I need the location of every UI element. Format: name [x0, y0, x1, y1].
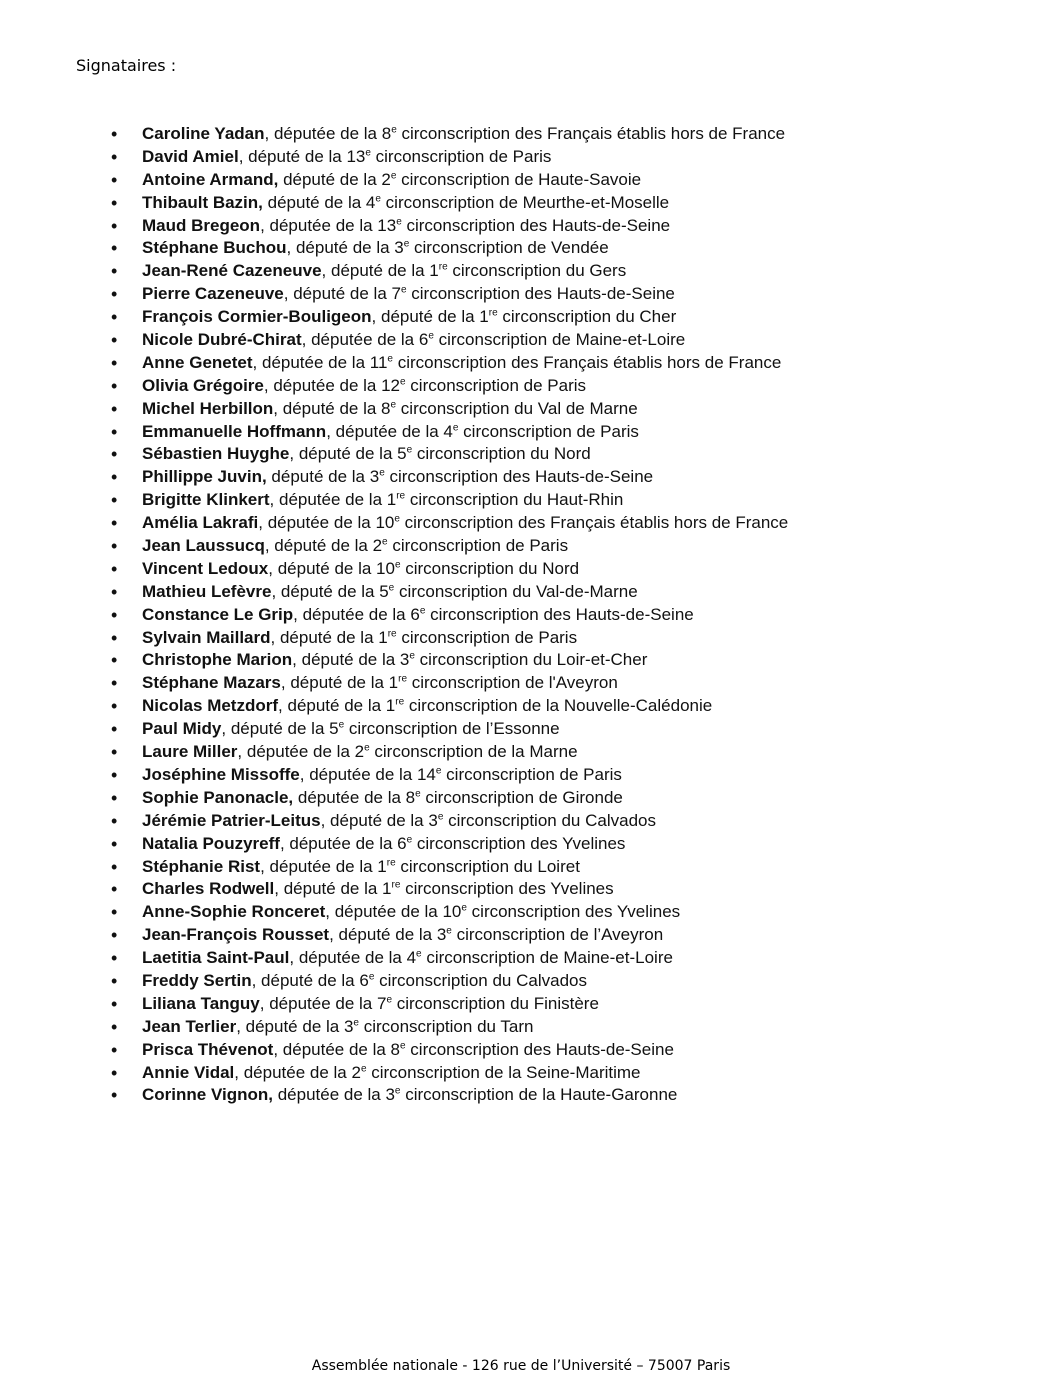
ordinal-suffix: re: [488, 307, 498, 319]
ordinal-suffix: e: [360, 1062, 367, 1074]
ordinal-suffix: re: [387, 627, 397, 639]
constituency-text: circonscription de l’Aveyron: [451, 925, 664, 945]
ordinal-suffix: e: [435, 765, 442, 777]
name-separator: ,: [264, 124, 274, 143]
mandate-text: députée de la 11: [261, 352, 388, 372]
name-separator: ,: [270, 627, 280, 647]
bullet-icon: •: [111, 787, 118, 808]
ordinal-suffix: e: [409, 650, 415, 662]
name-separator: ,: [271, 581, 281, 601]
mandate-text: députée de la 7: [269, 993, 387, 1013]
list-item: [111, 924, 1011, 947]
bullet-icon: •: [111, 398, 118, 419]
mandate-text: député de la 13: [248, 146, 366, 166]
constituency-text: circonscription du Haut-Rhin: [405, 490, 624, 510]
ordinal-suffix: e: [416, 948, 422, 960]
mandate-text: député de la 2: [274, 536, 383, 556]
signatory-name: Charles Rodwell: [142, 879, 275, 899]
list-item: [111, 787, 1011, 810]
name-separator: ,: [326, 421, 336, 441]
bullet-icon: •: [111, 352, 118, 373]
mandate-text: député de la 6: [261, 970, 369, 990]
mandate-text: député de la 1: [287, 696, 396, 716]
mandate-text: députée de la 2: [246, 742, 365, 762]
bullet-icon: •: [111, 467, 118, 488]
name-separator: ,: [238, 146, 249, 166]
constituency-text: circonscription du Calvados: [443, 810, 656, 830]
signatory-name: Maud Bregeon: [142, 215, 261, 235]
signatory-name: Vincent Ledoux: [142, 558, 269, 578]
signatory-name: Laetitia Saint-Paul: [142, 948, 290, 968]
signatory-name: Liliana Tanguy: [142, 993, 260, 1013]
signatory-name: Jérémie Patrier-Leitus: [142, 810, 321, 830]
constituency-text: circonscription de la Nouvelle-Calédonie: [404, 696, 713, 716]
name-separator: ,: [292, 650, 302, 670]
list-item: [111, 1062, 1011, 1085]
name-separator: ,: [278, 696, 288, 716]
bullet-icon: •: [111, 581, 118, 602]
bullet-icon: •: [111, 146, 118, 167]
list-item: [111, 604, 1011, 627]
name-separator: ,: [252, 352, 262, 372]
signatory-name: Michel Herbillon: [142, 398, 274, 418]
signatory-name: Stéphane Buchou: [142, 238, 287, 258]
list-item: [111, 306, 1011, 329]
list-item: [111, 375, 1011, 398]
ordinal-suffix: e: [400, 1039, 406, 1051]
signatory-name: Olivia Grégoire: [142, 375, 264, 395]
mandate-text: député de la 1: [283, 879, 392, 899]
mandate-text: députée de la 4: [335, 421, 453, 441]
ordinal-suffix: re: [395, 696, 405, 708]
bullet-icon: •: [111, 238, 118, 259]
ordinal-suffix: e: [379, 467, 385, 479]
signatory-name: Phillippe Juvin,: [142, 467, 267, 487]
bullet-icon: •: [111, 1039, 118, 1060]
list-item: [111, 512, 1011, 535]
list-item: [111, 329, 1011, 352]
list-item: [111, 535, 1011, 558]
bullet-icon: •: [111, 558, 118, 579]
mandate-text: députée de la 6: [302, 604, 420, 624]
ordinal-suffix: e: [400, 284, 407, 296]
signatory-name: Pierre Cazeneuve: [142, 284, 284, 304]
signatory-name: Amélia Lakrafi: [142, 513, 259, 533]
signatory-name: Jean Terlier: [142, 1016, 237, 1036]
bullet-icon: •: [111, 948, 118, 969]
ordinal-suffix: e: [403, 238, 410, 250]
mandate-text: député de la 10: [277, 558, 395, 578]
constituency-text: circonscription du Nord: [400, 558, 580, 578]
name-separator: ,: [273, 398, 283, 418]
mandate-text: députée de la 13: [269, 215, 397, 235]
bullet-icon: •: [111, 993, 118, 1014]
mandate-text: député de la 3: [301, 650, 410, 670]
ordinal-suffix: e: [400, 376, 406, 388]
ordinal-suffix: e: [419, 605, 426, 617]
list-item: [111, 283, 1011, 306]
ordinal-suffix: re: [391, 879, 401, 891]
ordinal-suffix: e: [394, 513, 400, 525]
mandate-text: députée de la 10: [267, 513, 395, 533]
mandate-text: députée de la 14: [309, 764, 436, 784]
signatory-name: Mathieu Lefèvre: [142, 581, 272, 601]
bullet-icon: •: [111, 925, 118, 946]
ordinal-suffix: e: [368, 971, 375, 983]
ordinal-suffix: e: [338, 719, 345, 731]
signatory-name: Constance Le Grip: [142, 604, 294, 624]
constituency-text: circonscription de Paris: [370, 146, 552, 166]
bullet-icon: •: [111, 444, 118, 465]
signatory-name: Stéphane Mazars: [142, 673, 281, 693]
signatory-name: Jean-René Cazeneuve: [142, 261, 322, 281]
list-item: [111, 260, 1011, 283]
list-item: [111, 947, 1011, 970]
mandate-text: députée de la 8: [273, 124, 392, 143]
signatory-name: Emmanuelle Hoffmann: [142, 421, 327, 441]
bullet-icon: •: [111, 833, 118, 854]
ordinal-suffix: e: [461, 902, 467, 914]
signatory-name: Anne-Sophie Ronceret: [142, 902, 326, 922]
constituency-text: circonscription de Vendée: [409, 238, 609, 258]
constituency-text: circonscription de la Marne: [369, 742, 578, 762]
name-separator: ,: [274, 879, 284, 899]
signatory-name: Stéphanie Rist: [142, 856, 261, 876]
list-item: [111, 741, 1011, 764]
mandate-text: députée de la 1: [278, 490, 397, 510]
constituency-text: circonscription du Val de Marne: [396, 398, 638, 418]
mandate-text: député de la 1: [380, 307, 489, 327]
list-item: [111, 810, 1011, 833]
name-separator: ,: [286, 238, 296, 258]
signatory-name: Jean Laussucq: [142, 536, 265, 556]
list-item: [111, 558, 1011, 581]
mandate-text: députée de la 8: [297, 787, 416, 807]
signatory-name: Annie Vidal: [142, 1062, 235, 1082]
bullet-icon: •: [111, 650, 118, 671]
mandate-text: député de la 3: [295, 238, 404, 258]
bullet-icon: •: [111, 1062, 118, 1083]
bullet-icon: •: [111, 742, 118, 763]
ordinal-suffix: e: [446, 925, 452, 937]
bullet-icon: •: [111, 330, 118, 351]
list-item: [111, 649, 1011, 672]
list-item: [111, 695, 1011, 718]
list-item: [111, 672, 1011, 695]
constituency-text: circonscription du Nord: [412, 444, 591, 464]
list-item: [111, 833, 1011, 856]
ordinal-suffix: re: [398, 673, 408, 685]
name-separator: ,: [263, 375, 274, 395]
signatory-name: Freddy Sertin: [142, 970, 252, 990]
mandate-text: député de la 7: [293, 284, 401, 304]
ordinal-suffix: e: [394, 1085, 401, 1097]
name-separator: ,: [283, 284, 294, 304]
constituency-text: circonscription de Maine-et-Loire: [421, 948, 673, 968]
signatory-list: [111, 123, 1011, 1107]
name-separator: ,: [221, 719, 231, 739]
bullet-icon: •: [111, 421, 118, 442]
bullet-icon: •: [111, 902, 118, 923]
name-separator: ,: [301, 330, 312, 350]
name-separator: ,: [260, 215, 270, 235]
signatory-name: Prisca Thévenot: [142, 1039, 274, 1059]
bullet-icon: •: [111, 627, 118, 648]
signatory-name: Laure Miller: [142, 742, 238, 762]
constituency-text: circonscription de Haute-Savoie: [396, 169, 642, 189]
bullet-icon: •: [111, 879, 118, 900]
mandate-text: député de la 1: [290, 673, 399, 693]
list-item: [111, 1039, 1011, 1062]
signatory-name: Corinne Vignon,: [142, 1085, 273, 1105]
name-separator: ,: [321, 261, 331, 281]
page-footer: Assemblée nationale - 126 rue de l’Université – 75007 Paris: [311, 1358, 731, 1374]
constituency-text: circonscription de Gironde: [420, 787, 623, 807]
signatory-name: Christophe Marion: [142, 650, 293, 670]
ordinal-suffix: e: [375, 193, 381, 205]
name-separator: ,: [325, 902, 335, 922]
name-separator: ,: [260, 856, 270, 876]
signatory-name: Jean-François Rousset: [142, 925, 330, 945]
bullet-icon: •: [111, 284, 118, 305]
name-separator: ,: [268, 558, 278, 578]
constituency-text: circonscription de l’Essonne: [344, 719, 560, 739]
bullet-icon: •: [111, 307, 118, 328]
ordinal-suffix: e: [437, 811, 444, 823]
name-separator: ,: [234, 1062, 244, 1082]
mandate-text: député de la 3: [271, 467, 380, 487]
signatory-name: Caroline Yadan: [142, 124, 265, 143]
constituency-text: circonscription du Tarn: [358, 1016, 534, 1036]
list-item: [111, 764, 1011, 787]
signatory-name: Antoine Armand,: [142, 169, 279, 189]
mandate-text: députée de la 6: [311, 330, 429, 350]
constituency-text: circonscription des Hauts-de-Seine: [384, 467, 654, 487]
signatory-name: Nicole Dubré-Chirat: [142, 330, 302, 350]
mandate-text: députée de la 1: [269, 856, 387, 876]
constituency-text: circonscription du Calvados: [374, 970, 587, 990]
name-separator: ,: [236, 1016, 246, 1036]
list-item: [111, 718, 1011, 741]
constituency-text: circonscription du Finistère: [392, 993, 599, 1013]
mandate-text: député de la 5: [230, 719, 339, 739]
constituency-text: circonscription de l'Aveyron: [407, 673, 618, 693]
name-separator: ,: [273, 1039, 283, 1059]
signatory-name: Thibault Bazin,: [142, 192, 263, 212]
mandate-text: député de la 3: [330, 810, 438, 830]
signatory-name: Sylvain Maillard: [142, 627, 271, 647]
bullet-icon: •: [111, 192, 118, 213]
ordinal-suffix: e: [365, 147, 371, 159]
constituency-text: circonscription des Yvelines: [466, 902, 681, 922]
ordinal-suffix: re: [386, 856, 396, 868]
constituency-text: circonscription de Paris: [396, 627, 578, 647]
bullet-icon: •: [111, 970, 118, 991]
constituency-text: circonscription de Maine-et-Loire: [433, 330, 686, 350]
bullet-icon: •: [111, 1085, 118, 1106]
ordinal-suffix: e: [428, 330, 434, 342]
mandate-text: député de la 5: [280, 581, 389, 601]
list-item: [111, 489, 1011, 512]
signatory-name: Anne Genetet: [142, 352, 253, 372]
list-item: [111, 146, 1011, 169]
mandate-text: députée de la 10: [334, 902, 462, 922]
constituency-text: circonscription du Gers: [447, 261, 627, 281]
mandate-text: députée de la 2: [243, 1062, 361, 1082]
constituency-text: circonscription du Loir-et-Cher: [414, 650, 648, 670]
constituency-text: circonscription de la Haute-Garonne: [400, 1085, 678, 1105]
constituency-text: circonscription de Paris: [458, 421, 639, 441]
signatory-name: Nicolas Metzdorf: [142, 696, 279, 716]
list-item: [111, 192, 1011, 215]
bullet-icon: •: [111, 604, 118, 625]
bullet-icon: •: [111, 673, 118, 694]
name-separator: ,: [293, 604, 303, 624]
bullet-icon: •: [111, 490, 118, 511]
constituency-text: circonscription des Yvelines: [412, 833, 626, 853]
list-item: [111, 856, 1011, 879]
constituency-text: circonscription du Loiret: [395, 856, 580, 876]
constituency-text: circonscription des Hauts-de-Seine: [406, 284, 675, 304]
bullet-icon: •: [111, 810, 118, 831]
bullet-icon: •: [111, 696, 118, 717]
name-separator: ,: [259, 993, 270, 1013]
constituency-text: circonscription des Français établis hors de France: [392, 352, 782, 372]
bullet-icon: •: [111, 375, 118, 396]
constituency-text: circonscription du Cher: [497, 307, 677, 327]
list-item: [111, 443, 1011, 466]
constituency-text: circonscription des Français établis hors de France: [399, 513, 789, 533]
mandate-text: député de la 3: [245, 1016, 354, 1036]
signatory-name: Brigitte Klinkert: [142, 490, 270, 510]
name-separator: ,: [237, 742, 247, 762]
list-item: [111, 466, 1011, 489]
mandate-text: député de la 4: [267, 192, 376, 212]
bullet-icon: •: [111, 764, 118, 785]
constituency-text: circonscription des Hauts-de-Seine: [401, 215, 671, 235]
signatory-name: Sophie Panonacle,: [142, 787, 294, 807]
ordinal-suffix: re: [438, 261, 448, 273]
ordinal-suffix: e: [353, 1017, 359, 1029]
list-item: [111, 970, 1011, 993]
name-separator: ,: [289, 948, 299, 968]
constituency-text: circonscription des Hauts-de-Seine: [405, 1039, 674, 1059]
signatory-name: Paul Midy: [142, 719, 222, 739]
mandate-text: députée de la 8: [282, 1039, 400, 1059]
name-separator: ,: [269, 490, 279, 510]
bullet-icon: •: [111, 261, 118, 282]
ordinal-suffix: re: [396, 490, 406, 502]
constituency-text: circonscription des Hauts-de-Seine: [425, 604, 694, 624]
ordinal-suffix: e: [382, 536, 388, 548]
name-separator: ,: [289, 444, 299, 464]
mandate-text: député de la 2: [283, 169, 391, 189]
mandate-text: députée de la 6: [289, 833, 407, 853]
mandate-text: député de la 1: [330, 261, 439, 281]
list-item: [111, 421, 1011, 444]
ordinal-suffix: e: [415, 788, 421, 800]
constituency-text: circonscription des Français établis hors de France: [396, 124, 786, 143]
list-item: [111, 581, 1011, 604]
list-item: [111, 1084, 1011, 1107]
ordinal-suffix: e: [388, 582, 395, 594]
bullet-icon: •: [111, 719, 118, 740]
ordinal-suffix: e: [390, 399, 397, 411]
ordinal-suffix: e: [394, 559, 401, 571]
list-item: [111, 627, 1011, 650]
bullet-icon: •: [111, 513, 118, 534]
ordinal-suffix: e: [364, 742, 370, 754]
mandate-text: député de la 3: [338, 925, 447, 945]
list-item: [111, 398, 1011, 421]
mandate-text: députée de la 4: [298, 948, 417, 968]
list-item: [111, 123, 1011, 146]
name-separator: ,: [320, 810, 331, 830]
list-item: [111, 237, 1011, 260]
signatory-name: Joséphine Missoffe: [142, 764, 300, 784]
list-item: [111, 1016, 1011, 1039]
bullet-icon: •: [111, 215, 118, 236]
constituency-text: circonscription du Val-de-Marne: [394, 581, 638, 601]
bullet-icon: •: [111, 1016, 118, 1037]
name-separator: ,: [280, 673, 291, 693]
list-item: [111, 993, 1011, 1016]
constituency-text: circonscription de Paris: [405, 375, 587, 395]
mandate-text: député de la 1: [279, 627, 388, 647]
mandate-text: député de la 5: [298, 444, 407, 464]
ordinal-suffix: e: [390, 170, 397, 182]
name-separator: ,: [371, 307, 381, 327]
constituency-text: circonscription des Yvelines: [400, 879, 614, 899]
ordinal-suffix: e: [406, 444, 413, 456]
mandate-text: députée de la 3: [277, 1085, 395, 1105]
ordinal-suffix: e: [391, 124, 397, 136]
signatory-name: François Cormier-Bouligeon: [142, 307, 372, 327]
name-separator: ,: [264, 536, 275, 556]
name-separator: ,: [279, 833, 290, 853]
constituency-text: circonscription de Paris: [441, 764, 622, 784]
signatory-name: Sébastien Huyghe: [142, 444, 290, 464]
constituency-text: circonscription de Meurthe-et-Moselle: [380, 192, 670, 212]
list-item: [111, 878, 1011, 901]
signatories-heading: Signataires :: [76, 56, 177, 75]
mandate-text: députée de la 12: [273, 375, 401, 395]
list-item: [111, 901, 1011, 924]
ordinal-suffix: e: [387, 353, 393, 365]
list-item: [111, 169, 1011, 192]
signatory-name: Natalia Pouzyreff: [142, 833, 280, 853]
mandate-text: député de la 8: [282, 398, 391, 418]
bullet-icon: •: [111, 536, 118, 557]
name-separator: ,: [251, 970, 262, 990]
bullet-icon: •: [111, 169, 118, 190]
constituency-text: circonscription de Paris: [387, 536, 569, 556]
ordinal-suffix: e: [396, 215, 402, 227]
name-separator: ,: [258, 513, 268, 533]
ordinal-suffix: e: [406, 833, 413, 845]
ordinal-suffix: e: [452, 421, 459, 433]
bullet-icon: •: [111, 124, 118, 144]
ordinal-suffix: e: [386, 994, 392, 1006]
signatory-name: David Amiel: [142, 146, 239, 166]
name-separator: ,: [299, 764, 310, 784]
constituency-text: circonscription de la Seine-Maritime: [366, 1062, 641, 1082]
list-item: [111, 215, 1011, 238]
name-separator: ,: [329, 925, 339, 945]
bullet-icon: •: [111, 856, 118, 877]
list-item: [111, 352, 1011, 375]
